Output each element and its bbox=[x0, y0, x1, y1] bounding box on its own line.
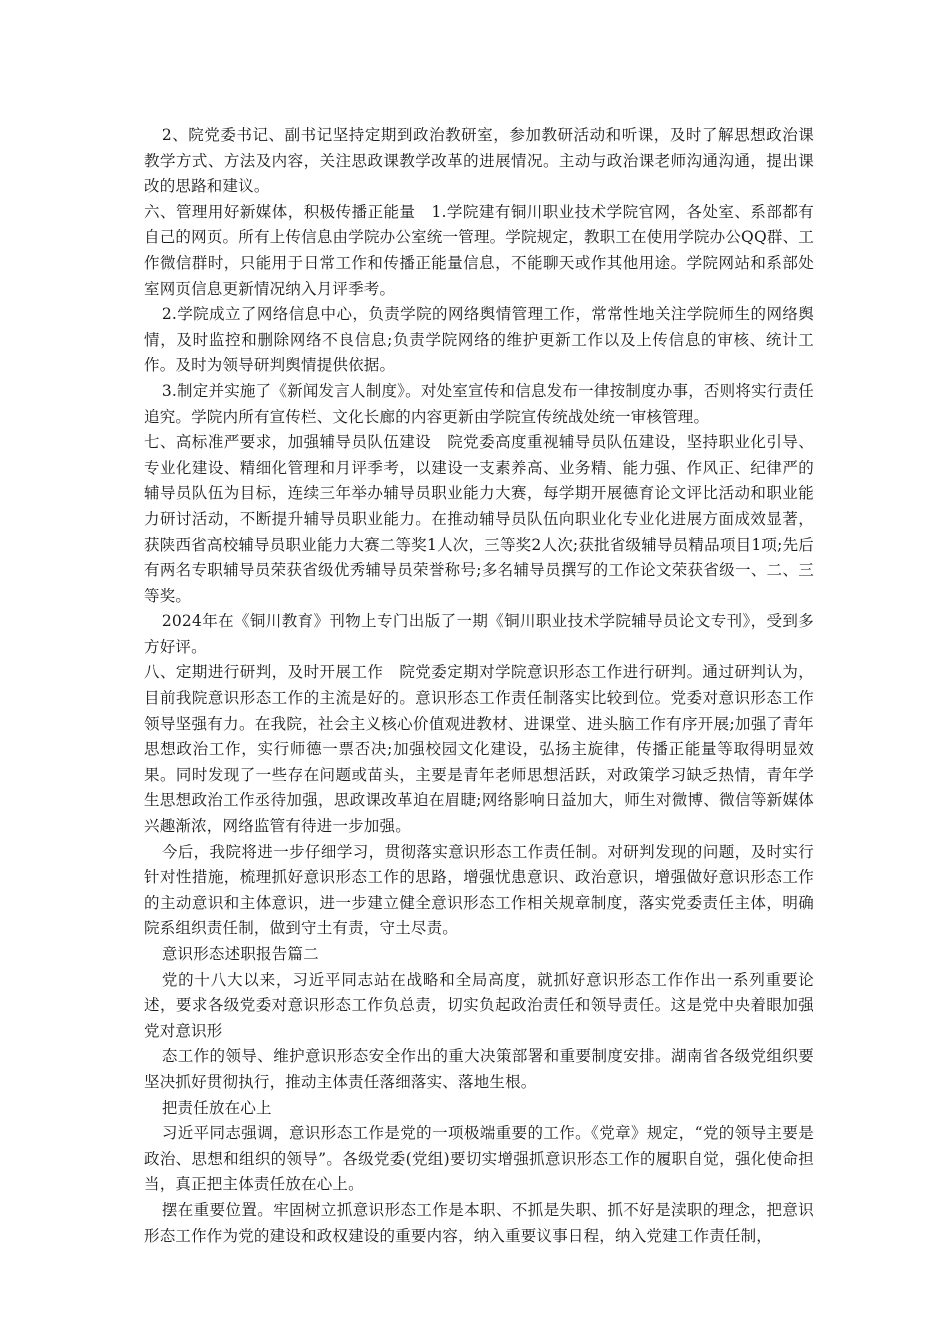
paragraph-14: 摆在重要位置。牢固树立抓意识形态工作是本职、不抓是失职、抓不好是渎职的理念，把意识形态工作作为党的建设和政权建设的重要内容，纳入重要议事日程，纳入党建工作责任制， bbox=[144, 1200, 814, 1245]
paragraph-11: 态工作的领导、维护意识形态安全作出的重大决策部署和重要制度安排。湖南省各级党组织要坚决抓好贯彻执行，推动主体责任落细落实、落地生根。 bbox=[144, 1047, 814, 1091]
subheading-responsibility: 把责任放在心上 bbox=[161, 1098, 272, 1117]
document-body bbox=[144, 123, 814, 1249]
paragraph-4: 3.制定并实施了《新闻发言人制度》。对处室宣传和信息发布一律按制度办事，否则将实行责任追究。学院内所有宣传栏、文化长廊的内容更新由学院宣传统战处统一审核管理。 bbox=[144, 381, 814, 426]
paragraph-1: 2、院党委书记、副书记坚持定期到政治教研室，参加教研活动和听课，及时了解思想政治课教学方式、方法及内容，关注思政课教学改革的进展情况。主动与政治课老师沟通沟通，提出课改的思路和建议。 bbox=[144, 126, 814, 196]
paragraph-13: 习近平同志强调，意识形态工作是党的一项极端重要的工作。《党章》规定，“党的领导主要是政治、思想和组织的领导”。各级党委(党组)要切实增强抓意识形态工作的履职自觉，强化使命担当，真正把主体责任放在心上。 bbox=[144, 1124, 814, 1194]
paragraph-3: 2.学院成立了网络信息中心，负责学院的网络舆情管理工作，常常性地关注学院师生的网络舆情，及时监控和删除网络不良信息;负责学院网络的维护更新工作以及上传信息的审核、统计工作。及时为领导研判舆情提供依据。 bbox=[144, 305, 814, 375]
paragraph-8: 今后，我院将进一步仔细学习，贯彻落实意识形态工作责任制。对研判发现的问题，及时实行针对性措施，梳理抓好意识形态工作的思路，增强忧患意识、政治意识，增强做好意识形态工作的主动意识和主体意识，进一步建立健全意识形态工作相关规章制度，落实党委责任主体，明确院系组织责任制，做到守土有责，守土尽责。 bbox=[144, 842, 814, 938]
paragraph-section-6: 六、管理用好新媒体，积极传播正能量 1.学院建有铜川职业技术学院官网，各处室、系部都有自己的网页。所有上传信息由学院办公室统一管理。学院规定，教职工在使用学院办公QQ群、工作微信群时，只能用于日常工作和传播正能量信息，不能聊天或作其他用途。学院网站和系部处室网页信息更新情况纳入月评季考。 bbox=[144, 202, 814, 298]
paragraph-section-8: 八、定期进行研判，及时开展工作 院党委定期对学院意识形态工作进行研判。通过研判认为，目前我院意识形态工作的主流是好的。意识形态工作责任制落实比较到位。党委对意识形态工作领导坚强有力。在我院，社会主义核心价值观进教材、进课堂、进头脑工作有序开展;加强了青年思想政治工作，实行师德一票否决;加强校园文化建设，弘扬主旋律，传播正能量等取得明显效果。同时发现了一些存在问题或苗头，主要是青年老师思想活跃，对政策学习缺乏热情，青年学生思想政治工作丞待加强，思政课改革迫在眉睫;网络影响日益加大，师生对微博、微信等新媒体兴趣渐浓，网络监管有待进一步加强。 bbox=[144, 663, 814, 836]
section-heading-part-2: 意识形态述职报告篇二 bbox=[161, 945, 319, 963]
paragraph-section-7: 七、高标准严要求，加强辅导员队伍建设 院党委高度重视辅导员队伍建设，坚持职业化引导、专业化建设、精细化管理和月评季考，以建设一支素养高、业务精、能力强、作风正、纪律严的辅导员队伍为目标，连续三年举办辅导员职业能力大赛，每学期开展德育论文评比活动和职业能力研讨活动，不断提升辅导员职业能力。在推动辅导员队伍向职业化专业化进展方面成效显著，获陕西省高校辅导员职业能力大赛二等奖1人次，三等奖2人次;获批省级辅导员精品项目1项;先后有两名专职辅导员荣获省级优秀辅导员荣誉称号;多名辅导员撰写的工作论文荣获省级一、二、三等奖。 bbox=[144, 433, 814, 605]
paragraph-10: 党的十八大以来，习近平同志站在战略和全局高度，就抓好意识形态工作作出一系列重要论述，要求各级党委对意识形态工作负总责，切实负起政治责任和领导责任。这是党中央着眼加强党对意识形 bbox=[144, 970, 814, 1040]
paragraph-6: 2024年在《铜川教育》刊物上专门出版了一期《铜川职业技术学院辅导员论文专刊》，受到多方好评。 bbox=[144, 612, 814, 656]
